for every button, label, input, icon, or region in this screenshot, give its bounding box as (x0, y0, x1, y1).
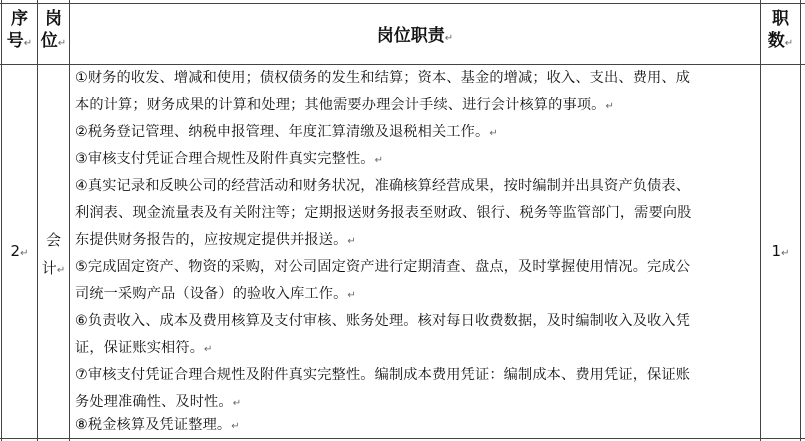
column-divider-duties (760, 0, 761, 441)
paragraph-mark: ↵ (57, 38, 67, 49)
duty-line (75, 281, 759, 309)
row-post-bottom-line (38, 254, 69, 285)
header-post-bottom-line (38, 30, 69, 55)
duty-line-text: ⑤完成固定资产、物资的采购，对公司固定资产进行定期清查、盘点，及时掌握使用情况。完成公 (75, 259, 691, 275)
duty-line (75, 146, 759, 174)
header-count-top: 职 (772, 9, 789, 29)
duty-line-text: 证，保证账实相符。 (75, 340, 205, 356)
duty-line-text: 司统一采购产品（设备）的验收入库工作。 (75, 286, 348, 302)
header-count (761, 8, 800, 55)
column-divider-seq (37, 0, 38, 441)
paragraph-mark: ↵ (374, 155, 384, 166)
table-border-left (1, 0, 2, 441)
duty-line-text: ⑦审核支付凭证合理合规性及附件真实完整性。编制成本费用凭证：编制成本、费用凭证，保证账 (75, 367, 691, 383)
paragraph-mark: ↵ (347, 236, 356, 247)
header-duties-label: 岗位职责 (376, 26, 445, 46)
header-post-bottom: 位 (40, 31, 58, 51)
duty-line (75, 362, 759, 389)
header-post-top: 岗 (45, 9, 62, 29)
duty-line-text: ④真实记录和反映公司的经营活动和财务状况，准确核算经营成果，按时编制并出具资产负债表、 (75, 178, 691, 194)
duty-line-text: ⑥负责收入、成本及费用核算及支付审核、账务处理。核对每日收费数据，及时编制收入及收入凭 (75, 313, 691, 329)
duty-line (75, 412, 759, 440)
duty-line (75, 308, 759, 335)
row-post-bottom: 计 (41, 259, 57, 277)
duty-line-text: ③审核支付凭证合理合规性及附件真实完整性。 (75, 151, 375, 167)
header-seq-top: 序 (11, 9, 28, 29)
row-post-top: 会 (45, 231, 61, 249)
duty-line (75, 65, 759, 92)
header-post (38, 8, 69, 55)
header-duties (70, 25, 760, 50)
paragraph-mark: ↵ (605, 101, 615, 112)
duty-line (75, 227, 759, 255)
duty-line-text: ①财务的收发、增减和使用；债权债务的发生和结算；资本、基金的增减；收入、支出、费用、成 (75, 70, 691, 86)
paragraph-mark: ↵ (204, 344, 213, 355)
paragraph-mark: ↵ (489, 128, 498, 139)
duty-line (75, 200, 759, 227)
duty-line-text: 务处理准确性、及时性。 (75, 394, 233, 410)
duty-line-text: 东提供财务报告的，应按规定提供并报送。 (75, 232, 348, 248)
duty-line (75, 254, 759, 281)
paragraph-mark: ↵ (20, 248, 29, 259)
header-count-bottom: 数 (767, 31, 785, 51)
paragraph-mark: ↵ (232, 398, 242, 409)
paragraph-mark: ↵ (56, 265, 66, 276)
duty-line (75, 92, 759, 120)
header-count-bottom-line (761, 30, 800, 55)
paragraph-mark: ↵ (444, 33, 454, 44)
duty-line (75, 119, 759, 147)
paragraph-mark: ↵ (784, 38, 794, 49)
row-count (761, 242, 800, 260)
duty-line (75, 173, 759, 200)
paragraph-mark: ↵ (781, 248, 790, 259)
paragraph-mark: ↵ (347, 290, 356, 301)
header-seq-bottom: 号 (6, 31, 24, 51)
duty-line (75, 335, 759, 363)
header-seq-bottom-line (2, 30, 37, 55)
row-count-value: 1 (771, 242, 782, 260)
paragraph-mark: ↵ (231, 421, 240, 432)
column-divider-post (69, 0, 70, 441)
duty-line-text: 本的计算；财务成果的计算和处理；其他需要办理会计手续、进行会计核算的事项。 (75, 97, 606, 113)
header-seq (2, 8, 37, 55)
duty-line-text: 利润表、现金流量表及有关附注等；定期报送财务报表至财政、银行、税务等监管部门，需要向股 (75, 205, 692, 221)
duty-line-text: ⑧税金核算及凭证整理。 (75, 417, 232, 433)
paragraph-mark: ↵ (23, 38, 33, 49)
row-post (38, 226, 69, 285)
table-border-top (0, 3, 805, 4)
row-seq (2, 242, 37, 260)
row-seq-value: 2 (10, 242, 21, 260)
duty-line-text: ②税务登记管理、纳税申报管理、年度汇算清缴及退税相关工作。 (75, 124, 490, 140)
table-border-right (800, 0, 801, 441)
